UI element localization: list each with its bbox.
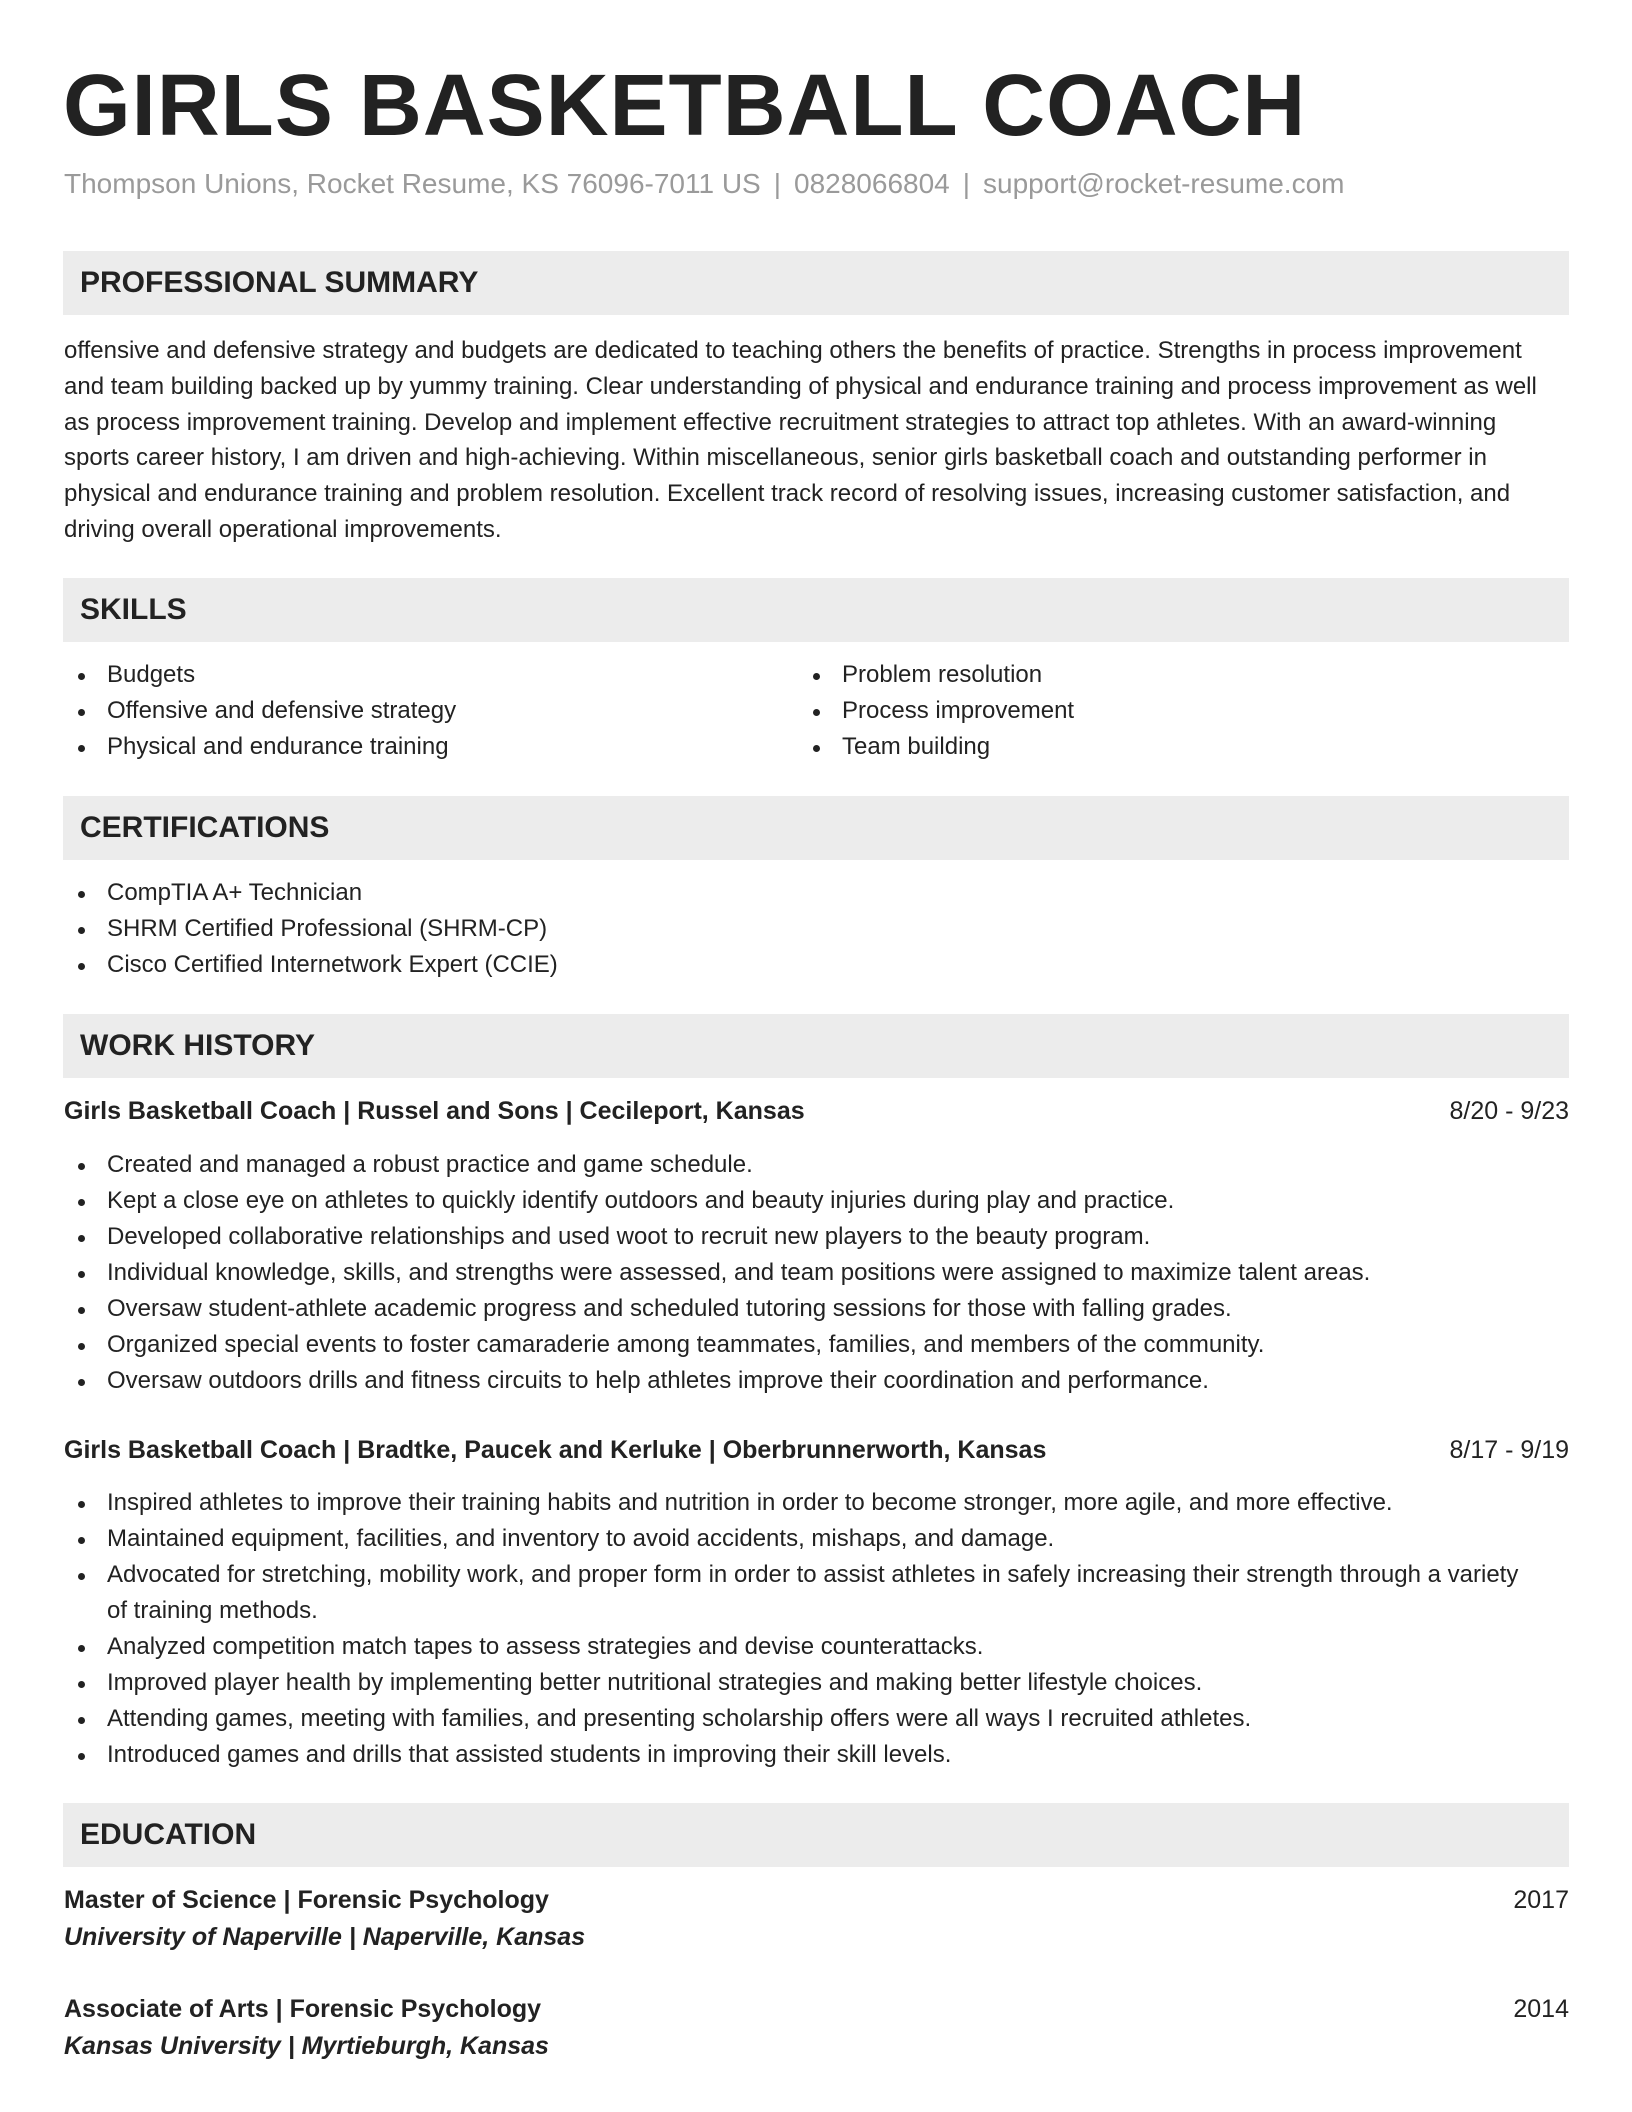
job-bullet: Oversaw student-athlete academic progress and scheduled tutoring sessions for those with falling grades.: [63, 1291, 1523, 1327]
skill-item: Problem resolution: [798, 657, 1498, 693]
certification-item: SHRM Certified Professional (SHRM-CP): [63, 911, 1463, 947]
section-header-education: [63, 1803, 1569, 1867]
skill-item: Budgets: [63, 657, 763, 693]
job-bullet: Introduced games and drills that assisted students in improving their skill levels.: [63, 1737, 1523, 1773]
skill-item: Offensive and defensive strategy: [63, 693, 763, 729]
certification-item: CompTIA A+ Technician: [63, 875, 1463, 911]
contact-line: [64, 166, 1344, 202]
section-header-certifications: [63, 796, 1569, 860]
education-year: 2017: [1513, 1886, 1569, 1914]
contact-separator: |: [773, 168, 782, 199]
job-bullets: [63, 1147, 1523, 1399]
job-bullet: Oversaw outdoors drills and fitness circuits to help athletes improve their coordination and performance.: [63, 1363, 1523, 1399]
job-bullets: [63, 1485, 1523, 1773]
contact-separator: |: [962, 168, 971, 199]
job-bullet: Kept a close eye on athletes to quickly identify outdoors and beauty injuries during play and practice.: [63, 1183, 1523, 1219]
job-bullet: Improved player health by implementing better nutritional strategies and making better lifestyle choices.: [63, 1665, 1523, 1701]
certification-item: Cisco Certified Internetwork Expert (CCIE): [63, 947, 1463, 983]
job-bullet: Analyzed competition match tapes to assess strategies and devise counterattacks.: [63, 1629, 1523, 1665]
contact-email[interactable]: support@rocket-resume.com: [983, 168, 1345, 199]
section-title: EDUCATION: [80, 1818, 257, 1851]
job-dates: 8/17 - 9/19: [1449, 1436, 1569, 1464]
education-year: 2014: [1513, 1995, 1569, 2023]
job-bullet: Attending games, meeting with families, and presenting scholarship offers were all ways I recruited athletes.: [63, 1701, 1523, 1737]
job-title: Girls Basketball Coach | Russel and Sons | Cecileport, Kansas: [64, 1097, 805, 1125]
education-degree: Associate of Arts | Forensic Psychology: [64, 1995, 542, 2023]
job-bullet: Developed collaborative relationships and used woot to recruit new players to the beauty program.: [63, 1219, 1523, 1255]
section-title: PROFESSIONAL SUMMARY: [80, 266, 479, 299]
skill-item: Process improvement: [798, 693, 1498, 729]
skill-item: Physical and endurance training: [63, 729, 763, 765]
education-school: Kansas University | Myrtieburgh, Kansas: [64, 2032, 549, 2060]
skill-item: Team building: [798, 729, 1498, 765]
job-bullet: Created and managed a robust practice and game schedule.: [63, 1147, 1523, 1183]
contact-address: Thompson Unions, Rocket Resume, KS 76096-7011 US: [64, 168, 761, 199]
job-bullet: Advocated for stretching, mobility work, and proper form in order to assist athletes in safely increasing their strength through a variety of training methods.: [63, 1557, 1523, 1629]
section-header-summary: [63, 251, 1569, 315]
skills-list-left: [63, 657, 763, 765]
education-degree: Master of Science | Forensic Psychology: [64, 1886, 549, 1914]
job-bullet: Organized special events to foster camaraderie among teammates, families, and members of the community.: [63, 1327, 1523, 1363]
resume-title: GIRLS BASKETBALL COACH: [63, 57, 1307, 154]
section-header-work-history: [63, 1014, 1569, 1078]
certifications-list: [63, 875, 1463, 983]
summary-text: offensive and defensive strategy and budgets are dedicated to teaching others the benefits of practice. Strengths in process improvement and team building backed up by yummy training. Clear understanding of physical and endurance training and process improvement as well as process improvement training. Develop and implement effective recruitment strategies to attract top athletes. With an award-winning sports career history, I am driven and high-achieving. Within miscellaneous, senior girls basketball coach and outstanding performer in physical and endurance training and problem resolution. Excellent track record of resolving issues, increasing customer satisfaction, and driving overall operational improvements.: [64, 337, 1537, 543]
section-title: WORK HISTORY: [80, 1029, 316, 1062]
section-title: CERTIFICATIONS: [80, 811, 330, 844]
section-title: SKILLS: [80, 593, 187, 626]
job-title: Girls Basketball Coach | Bradtke, Paucek and Kerluke | Oberbrunnerworth, Kansas: [64, 1436, 1047, 1464]
skills-list-right: [798, 657, 1498, 765]
job-bullet: Inspired athletes to improve their training habits and nutrition in order to become stronger, more agile, and more effective.: [63, 1485, 1523, 1521]
job-bullet: Individual knowledge, skills, and strengths were assessed, and team positions were assigned to maximize talent areas.: [63, 1255, 1523, 1291]
contact-phone: 0828066804: [794, 168, 950, 199]
section-header-skills: [63, 578, 1569, 642]
job-dates: 8/20 - 9/23: [1449, 1097, 1569, 1125]
job-bullet: Maintained equipment, facilities, and inventory to avoid accidents, mishaps, and damage.: [63, 1521, 1523, 1557]
education-school: University of Naperville | Naperville, Kansas: [64, 1923, 586, 1951]
